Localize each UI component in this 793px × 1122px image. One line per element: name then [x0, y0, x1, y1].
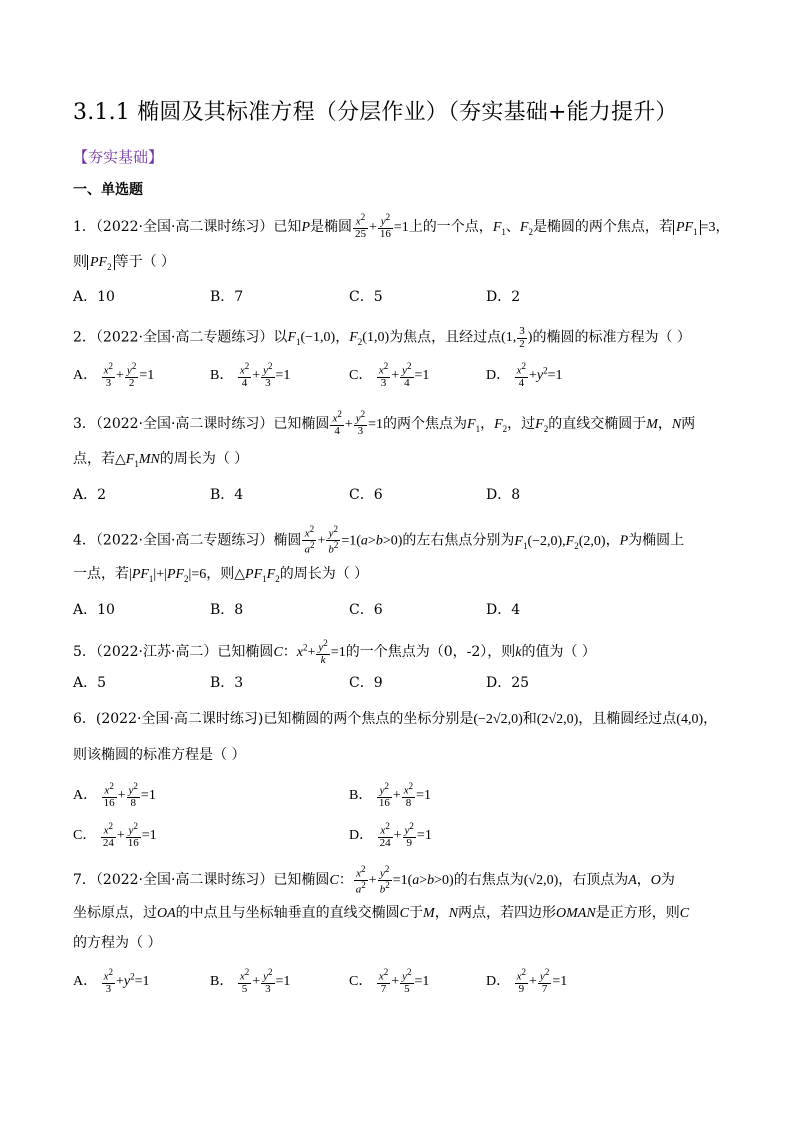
q7-option-d[interactable]: D． $\frac{x^2}{9}$ + $\frac{y^2}{7}$ =1: [486, 967, 568, 996]
question-7-line-1: 7．（2022·全国·高二课时练习）已知椭圆C： $\frac{x^2}{a^2}$ + $\frac{y^2}{b^2}$ =1(a>b>0)的右焦点为(√2,0)，右顶点为A，O为: [73, 864, 675, 896]
q2-option-b[interactable]: B． $\frac{x^2}{4}$ + $\frac{y^2}{3}$ =1: [210, 361, 291, 390]
q3-option-b[interactable]: B．4: [210, 487, 244, 503]
q5-option-b[interactable]: B．3: [210, 675, 244, 691]
q3-option-c[interactable]: C．6: [349, 487, 383, 503]
q7-option-b[interactable]: B． $\frac{x^2}{5}$ + $\frac{y^2}{3}$ =1: [210, 967, 291, 996]
q1-option-d[interactable]: D．2: [486, 289, 521, 305]
q2-option-c[interactable]: C． $\frac{x^2}{3}$ + $\frac{y^2}{4}$ =1: [349, 361, 430, 390]
question-5-line-1: 5．（2022·江苏·高二）已知椭圆C：$x^2+$ $\frac{y^2}{k}$ =1的一个焦点为（0，-2），则k的值为（ ）: [73, 638, 596, 667]
question-1-line-2: 则 $PF_2$ 等于（ ）: [73, 254, 176, 272]
q2-option-d[interactable]: D． $\frac{x^2}{4}$ $+y^2=1$: [486, 361, 563, 390]
question-3-line-2: 点，若$\triangle F_1MN$的周长为（ ）: [73, 451, 249, 469]
q6-option-b[interactable]: B． $\frac{y^2}{16}$ + $\frac{x^2}{8}$ =1: [349, 781, 432, 810]
question-7-line-2: 坐标原点，过OA的中点且与坐标轴垂直的直线交椭圆C于M，N两点，若四边形OMAN是正方形，则C: [73, 905, 690, 921]
q4-option-c[interactable]: C．6: [349, 602, 383, 618]
q4-option-d[interactable]: D．4: [486, 602, 521, 618]
question-6-line-1: 6．(2022·全国·高二课时练习)已知椭圆的两个焦点的坐标分别是(−2√2,0)和(2√2,0)，且椭圆经过点(4,0)，: [73, 711, 718, 727]
q1-option-b[interactable]: B．7: [210, 289, 244, 305]
q2-option-a[interactable]: A． $\frac{x^2}{3}$ + $\frac{y^2}{2}$ =1: [73, 361, 155, 390]
q5-option-d[interactable]: D．25: [486, 675, 530, 691]
q4-option-b[interactable]: B．8: [210, 602, 244, 618]
question-2-line-1: 2．（2022·全国·高二专题练习）以$F_1(-1,0)$，$F_2(1,0)$为焦点，且经过点(1, $\frac{3}{2}$ )的椭圆的标准方程为（ ）: [73, 325, 691, 350]
q4-option-a[interactable]: A．10: [73, 602, 115, 618]
q3-option-d[interactable]: D．8: [486, 487, 521, 503]
q7-option-a[interactable]: A． $\frac{x^2}{3}$ $+y^2=1$: [73, 967, 150, 996]
page-title: 3.1.1 椭圆及其标准方程（分层作业）（夯实基础+能力提升）: [73, 100, 678, 125]
section-tag: 【夯实基础】: [73, 148, 164, 166]
question-7-line-3: 的方程为（ ）: [73, 935, 162, 951]
q7-option-c[interactable]: C． $\frac{x^2}{7}$ + $\frac{y^2}{5}$ =1: [349, 967, 430, 996]
q6-option-d[interactable]: D． $\frac{x^2}{24}$ + $\frac{y^2}{9}$ =1: [349, 821, 432, 850]
q1-option-a[interactable]: A．10: [73, 289, 115, 305]
question-4-line-1: 4．（2022·全国·高二专题练习）椭圆 $\frac{x^2}{a^2}$ + $\frac{y^2}{b^2}$ =1(a>b>0)的左右焦点分别为$F_1(-2,0),F_2(2,0)$，P为椭圆上: [73, 524, 685, 556]
q6-option-a[interactable]: A． $\frac{x^2}{16}$ + $\frac{y^2}{8}$ =1: [73, 781, 156, 810]
q1-option-c[interactable]: C．5: [349, 289, 383, 305]
q3-option-a[interactable]: A．2: [73, 487, 107, 503]
question-3-line-1: 3．（2022·全国·高二课时练习）已知椭圆 $\frac{x^2}{4}$ + $\frac{y^2}{3}$ =1的两个焦点为$F_1$，$F_2$，过$F_2$的直线交椭圆于M，N两: [73, 409, 696, 438]
q5-option-c[interactable]: C．9: [349, 675, 383, 691]
part-heading: 一、单选题: [73, 182, 143, 198]
q5-option-a[interactable]: A．5: [73, 675, 107, 691]
q6-option-c[interactable]: C． $\frac{x^2}{24}$ + $\frac{y^2}{16}$ =1: [73, 821, 157, 850]
question-4-line-2: 一点，若$|PF_1|+|PF_2|=6$，则$\triangle PF_1F_2$的周长为（ ）: [73, 566, 369, 584]
question-6-line-2: 则该椭圆的标准方程是（ ）: [73, 747, 246, 763]
question-1-line-1: 1．（2022·全国·高二课时练习）已知P是椭圆 $\frac{x^2}{25}$ + $\frac{y^2}{16}$ =1上的一个点，$F_1$、$F_2$是椭圆的两个焦点，若 $PF_1 =3$，: [73, 212, 730, 241]
